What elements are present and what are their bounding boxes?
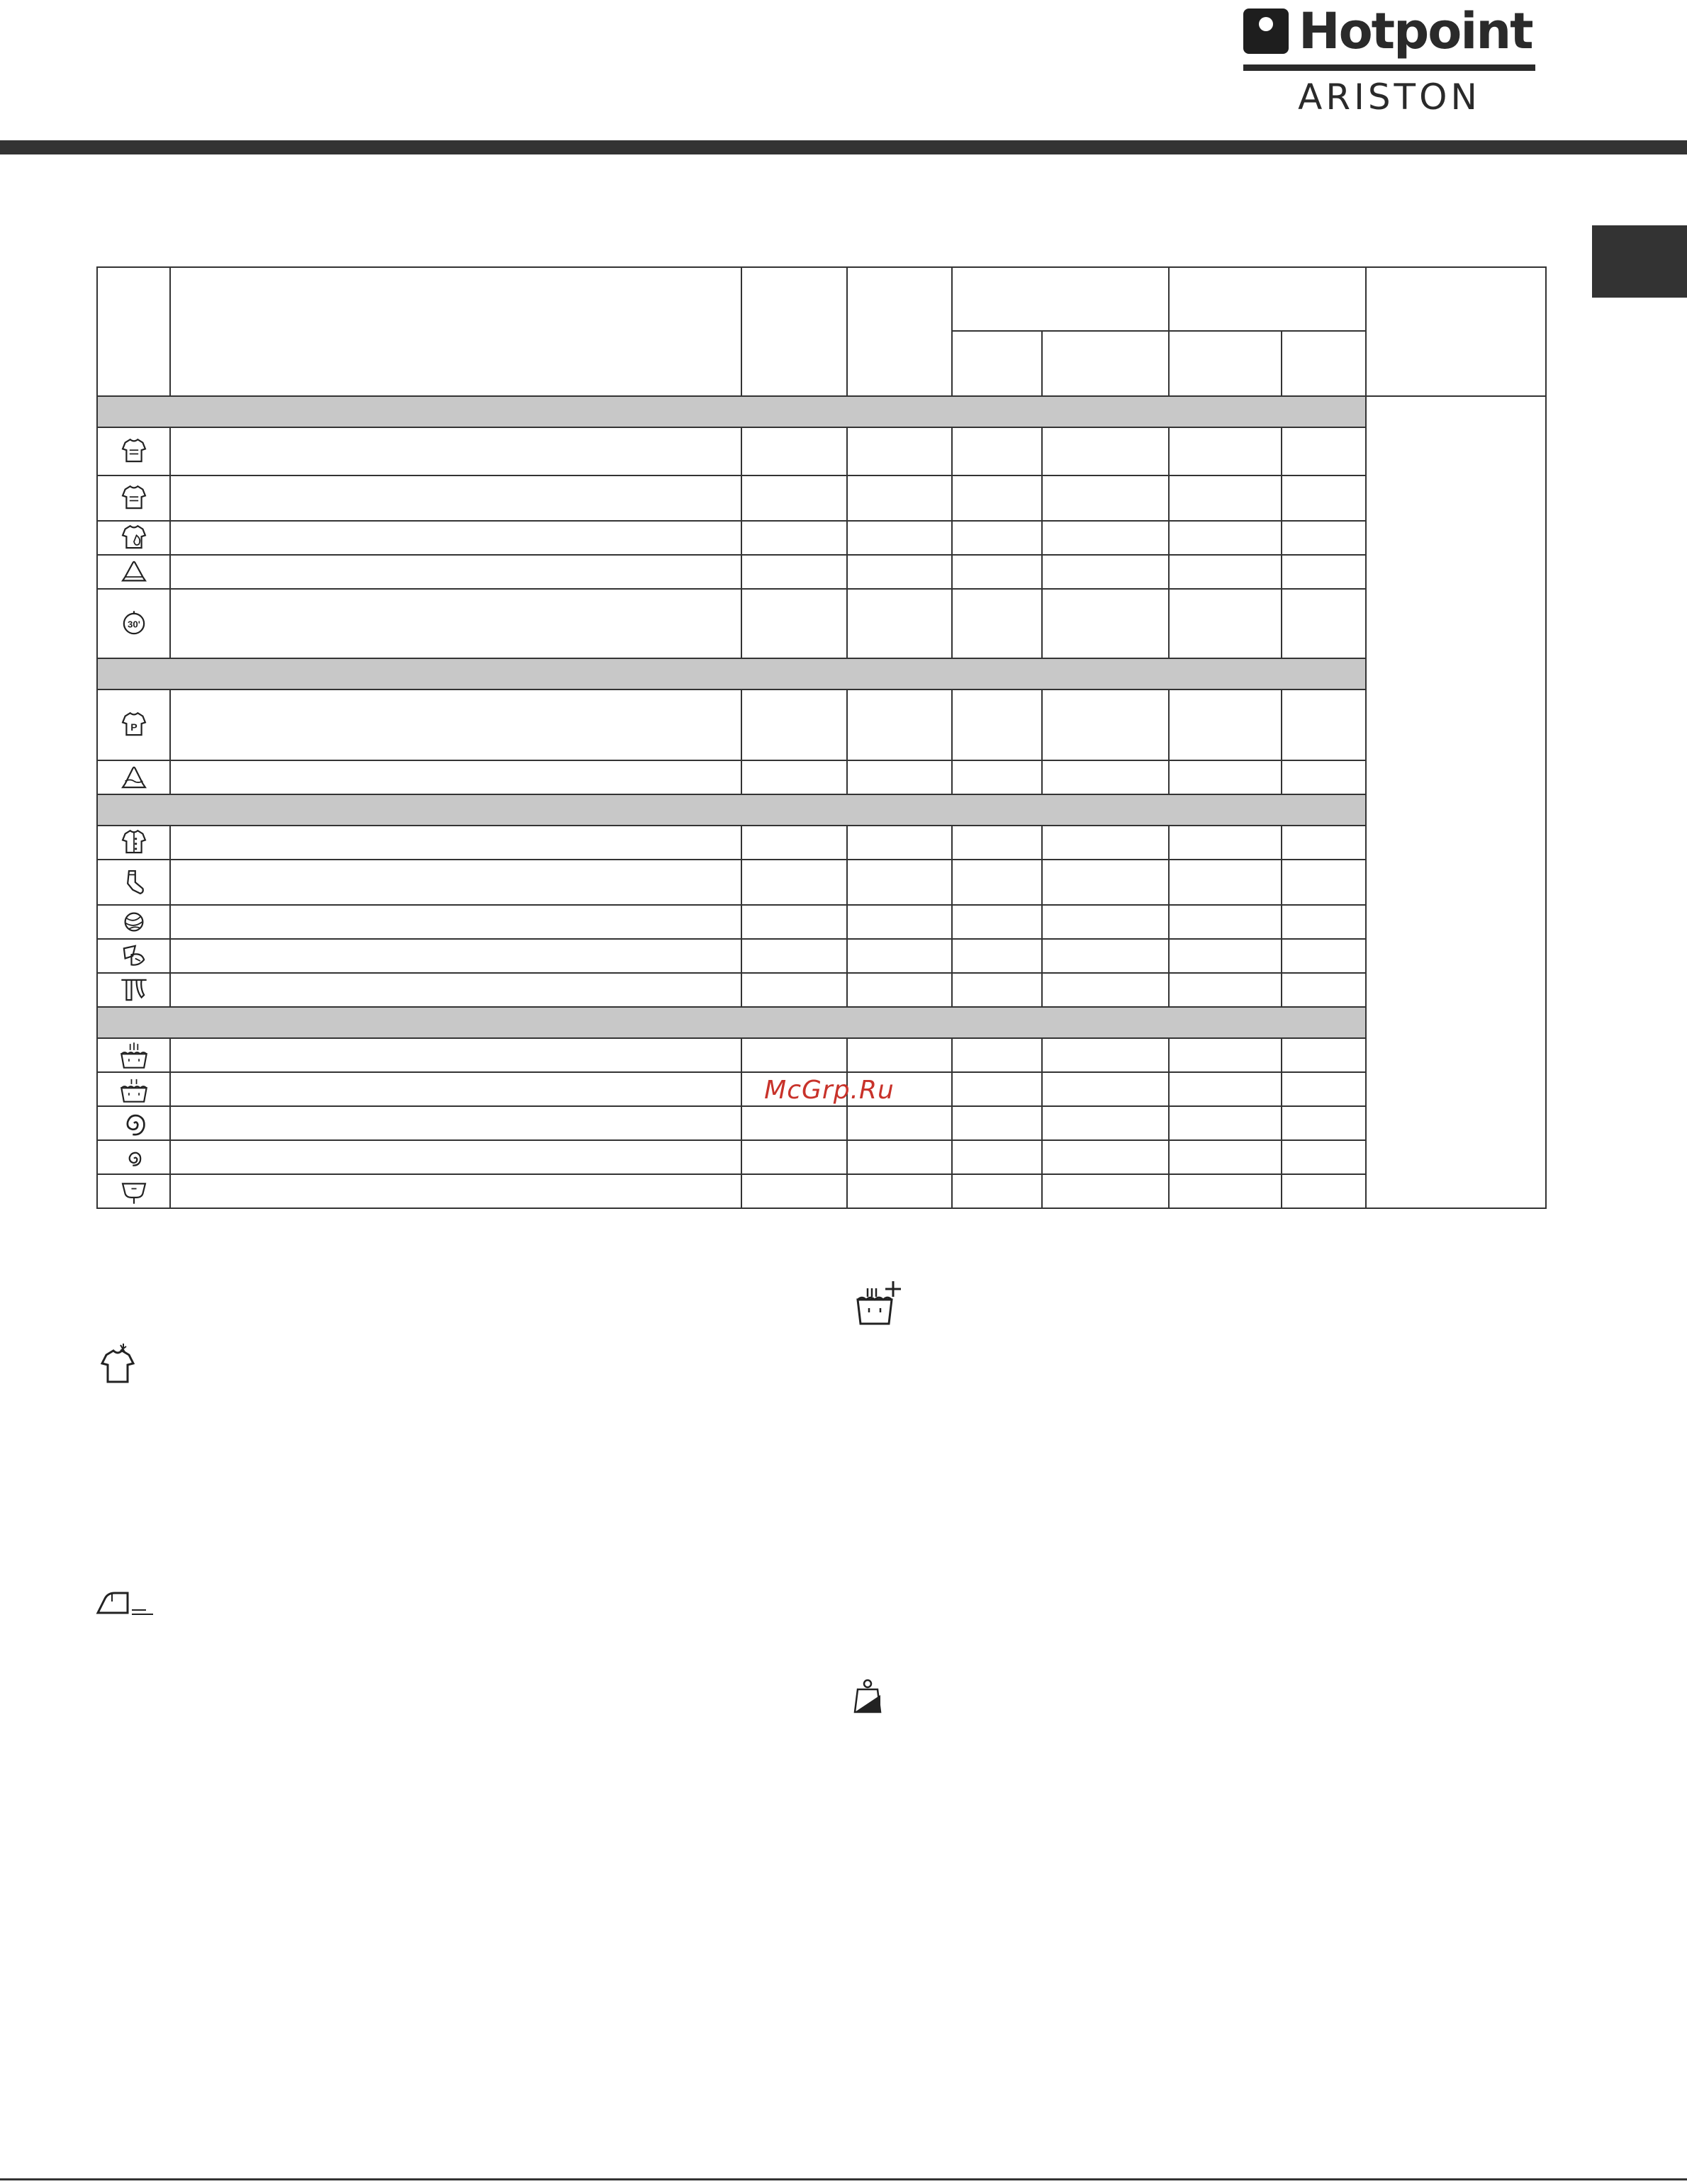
spin-spiral-small-icon xyxy=(118,1141,150,1173)
table-cell xyxy=(1169,760,1282,794)
programme-icon-cell xyxy=(97,689,170,760)
programme-icon-cell xyxy=(97,1174,170,1208)
notes-column-cell xyxy=(1366,396,1546,1208)
table-cell xyxy=(170,1174,741,1208)
header-subcell xyxy=(1282,331,1366,396)
header-cell-symbol xyxy=(97,267,170,396)
table-cell xyxy=(1169,973,1282,1007)
programme-icon-cell xyxy=(97,555,170,589)
table-cell xyxy=(1042,427,1169,475)
table-cell xyxy=(1282,427,1366,475)
table-cell xyxy=(1042,1038,1169,1072)
programme-icon-cell xyxy=(97,860,170,905)
table-cell xyxy=(1169,521,1282,555)
programme-row xyxy=(97,521,1546,555)
table-cell xyxy=(741,475,847,521)
table-cell xyxy=(1169,1174,1282,1208)
table-cell xyxy=(1169,1038,1282,1072)
table-cell xyxy=(170,555,741,589)
table-cell xyxy=(1282,1174,1366,1208)
table-cell xyxy=(847,689,952,760)
table-cell xyxy=(952,939,1042,973)
table-cell xyxy=(741,1038,847,1072)
shirt-buttons-icon xyxy=(118,826,150,859)
table-cell xyxy=(741,521,847,555)
weight-icon xyxy=(852,1678,883,1715)
table-cell xyxy=(1169,427,1282,475)
programme-icon-cell xyxy=(97,589,170,658)
programme-icon-cell xyxy=(97,973,170,1007)
category-cell xyxy=(97,396,1366,427)
table-cell xyxy=(847,521,952,555)
table-cell xyxy=(1169,689,1282,760)
table-cell xyxy=(952,475,1042,521)
table-cell xyxy=(1042,860,1169,905)
programme-row xyxy=(97,1038,1546,1072)
table-cell xyxy=(170,1140,741,1174)
table-cell xyxy=(952,973,1042,1007)
header-cell-load xyxy=(1169,267,1366,331)
table-cell xyxy=(847,1140,952,1174)
table-cell xyxy=(1282,939,1366,973)
table-cell xyxy=(170,1038,741,1072)
shirt-stain-icon xyxy=(96,1344,139,1386)
table-cell xyxy=(1282,760,1366,794)
programme-row xyxy=(97,1140,1546,1174)
table-cell xyxy=(952,760,1042,794)
table-cell xyxy=(1042,973,1169,1007)
table-cell xyxy=(1042,1106,1169,1140)
table-cell xyxy=(1282,1038,1366,1072)
brand-logo-mark xyxy=(1243,9,1289,54)
table-cell xyxy=(1169,555,1282,589)
category-row xyxy=(97,658,1546,689)
drain-icon xyxy=(118,1175,150,1208)
brand-subname: ARISTON xyxy=(1298,77,1481,118)
table-cell xyxy=(847,1038,952,1072)
timer-30-icon xyxy=(118,607,150,640)
table-cell xyxy=(1169,1072,1282,1106)
table-cell xyxy=(170,589,741,658)
brand-name: Hotpoint xyxy=(1299,2,1532,60)
table-cell xyxy=(741,760,847,794)
table-cell xyxy=(741,973,847,1007)
programme-row xyxy=(97,760,1546,794)
table-cell xyxy=(1042,760,1169,794)
rinse-basin-light-icon xyxy=(118,1073,150,1105)
hat-icon xyxy=(118,556,150,588)
category-cell xyxy=(97,794,1366,826)
table-cell xyxy=(170,427,741,475)
table-cell xyxy=(1169,905,1282,939)
table-cell xyxy=(1282,555,1366,589)
table-cell xyxy=(952,1174,1042,1208)
table-cell xyxy=(952,555,1042,589)
table-cell xyxy=(952,826,1042,860)
shirt-lines-icon xyxy=(118,435,150,468)
programme-row xyxy=(97,1174,1546,1208)
header-subcell xyxy=(1042,331,1169,396)
extra-rinse-icon xyxy=(855,1280,904,1327)
table-cell xyxy=(741,1106,847,1140)
table-cell xyxy=(847,1174,952,1208)
table-cell xyxy=(741,905,847,939)
programme-icon-cell xyxy=(97,826,170,860)
header-cell-notes xyxy=(1366,267,1546,396)
table-cell xyxy=(1169,939,1282,973)
brand-logo xyxy=(1243,0,1537,119)
category-row xyxy=(97,1007,1546,1038)
table-cell xyxy=(847,1106,952,1140)
table-cell xyxy=(170,521,741,555)
table-cell xyxy=(1169,589,1282,658)
table-cell xyxy=(170,939,741,973)
table-cell xyxy=(741,1174,847,1208)
programme-icon-cell xyxy=(97,905,170,939)
table-cell xyxy=(1042,689,1169,760)
programme-row xyxy=(97,939,1546,973)
table-cell xyxy=(952,689,1042,760)
hat-wave-icon xyxy=(118,761,150,794)
table-cell xyxy=(170,1072,741,1106)
table-cell xyxy=(1042,1174,1169,1208)
table-cell xyxy=(952,427,1042,475)
table-cell xyxy=(741,689,847,760)
table-cell xyxy=(741,555,847,589)
table-cell xyxy=(741,860,847,905)
rinse-basin-icon xyxy=(118,1039,150,1071)
programme-icon-cell xyxy=(97,760,170,794)
programme-icon-cell xyxy=(97,427,170,475)
programme-icon-cell xyxy=(97,1106,170,1140)
brand-logo-top xyxy=(1243,3,1532,60)
table-cell xyxy=(847,555,952,589)
table-cell xyxy=(741,826,847,860)
table-cell xyxy=(1282,905,1366,939)
table-cell xyxy=(1042,589,1169,658)
programme-row xyxy=(97,1106,1546,1140)
programme-row xyxy=(97,475,1546,521)
programme-row xyxy=(97,905,1546,939)
table-cell xyxy=(170,760,741,794)
footer-rule xyxy=(0,2178,1687,2180)
table-cell xyxy=(1282,973,1366,1007)
table-cell xyxy=(741,1140,847,1174)
table-cell xyxy=(170,826,741,860)
category-cell xyxy=(97,658,1366,689)
programme-icon-cell xyxy=(97,475,170,521)
table-cell xyxy=(1042,1140,1169,1174)
table-cell xyxy=(1042,939,1169,973)
table-cell xyxy=(1282,475,1366,521)
table-cell xyxy=(847,860,952,905)
table-cell xyxy=(170,905,741,939)
table-cell xyxy=(1169,1106,1282,1140)
table-cell xyxy=(1282,1106,1366,1140)
table-cell xyxy=(952,1038,1042,1072)
shirt-lines-icon xyxy=(118,482,150,514)
table-cell xyxy=(1042,826,1169,860)
table-cell xyxy=(741,589,847,658)
header-band xyxy=(0,140,1687,154)
brand-logo-rule xyxy=(1243,64,1535,71)
table-cell xyxy=(847,973,952,1007)
table-cell xyxy=(1169,1140,1282,1174)
table-header-row-1 xyxy=(97,267,1546,331)
table-cell xyxy=(1042,905,1169,939)
table-cell xyxy=(170,1106,741,1140)
table-cell xyxy=(847,475,952,521)
table-cell xyxy=(1282,521,1366,555)
table-cell xyxy=(952,1140,1042,1174)
table-cell xyxy=(1169,475,1282,521)
category-row xyxy=(97,396,1546,427)
table-cell xyxy=(170,475,741,521)
table-cell xyxy=(952,589,1042,658)
header-subcell xyxy=(952,331,1042,396)
table-cell xyxy=(741,427,847,475)
table-cell xyxy=(1282,1072,1366,1106)
header-cell-temperature xyxy=(741,267,847,396)
table-cell xyxy=(847,589,952,658)
programme-row xyxy=(97,689,1546,760)
programme-icon-cell xyxy=(97,1038,170,1072)
iron-icon xyxy=(95,1589,155,1617)
table-cell xyxy=(1282,826,1366,860)
header-cell-speed xyxy=(847,267,952,396)
spin-spiral-icon xyxy=(118,1107,150,1139)
programme-row xyxy=(97,589,1546,658)
silk-icon xyxy=(118,940,150,972)
table-cell xyxy=(847,939,952,973)
programme-row xyxy=(97,826,1546,860)
table-cell xyxy=(952,521,1042,555)
category-cell xyxy=(97,1007,1366,1038)
table-cell xyxy=(952,860,1042,905)
programmes-table xyxy=(96,266,1547,1209)
programme-icon-cell xyxy=(97,521,170,555)
table-cell xyxy=(952,1072,1042,1106)
shirt-drop-icon xyxy=(118,522,150,554)
curtain-icon xyxy=(118,974,150,1006)
table-cell xyxy=(170,860,741,905)
svg-text:30': 30' xyxy=(127,619,140,630)
table-cell xyxy=(1169,826,1282,860)
shirt-p-icon xyxy=(118,709,150,741)
table-cell xyxy=(1042,1072,1169,1106)
header-cell-detergent xyxy=(952,267,1169,331)
table-cell xyxy=(170,973,741,1007)
programme-row xyxy=(97,555,1546,589)
table-cell xyxy=(1282,860,1366,905)
table-cell xyxy=(847,427,952,475)
table-cell xyxy=(170,689,741,760)
programme-icon-cell xyxy=(97,1072,170,1106)
table-cell xyxy=(952,905,1042,939)
programme-row xyxy=(97,973,1546,1007)
programme-row xyxy=(97,427,1546,475)
wool-ball-icon xyxy=(118,906,150,938)
table-cell xyxy=(1042,521,1169,555)
table-cell xyxy=(1282,589,1366,658)
table-cell xyxy=(847,826,952,860)
table-cell xyxy=(847,905,952,939)
table-cell xyxy=(1042,475,1169,521)
header-subcell xyxy=(1169,331,1282,396)
svg-text:P: P xyxy=(130,721,138,733)
sock-icon xyxy=(118,866,150,899)
category-row xyxy=(97,794,1546,826)
table-cell xyxy=(1282,689,1366,760)
table-cell xyxy=(847,760,952,794)
table-cell xyxy=(741,939,847,973)
table-cell xyxy=(1169,860,1282,905)
watermark: McGrp.Ru xyxy=(764,1076,895,1105)
programme-icon-cell xyxy=(97,939,170,973)
header-cell-programme xyxy=(170,267,741,396)
table-cell xyxy=(1282,1140,1366,1174)
programme-row xyxy=(97,860,1546,905)
language-tab xyxy=(1592,225,1687,298)
table-cell xyxy=(952,1106,1042,1140)
table-cell xyxy=(1042,555,1169,589)
programme-icon-cell xyxy=(97,1140,170,1174)
